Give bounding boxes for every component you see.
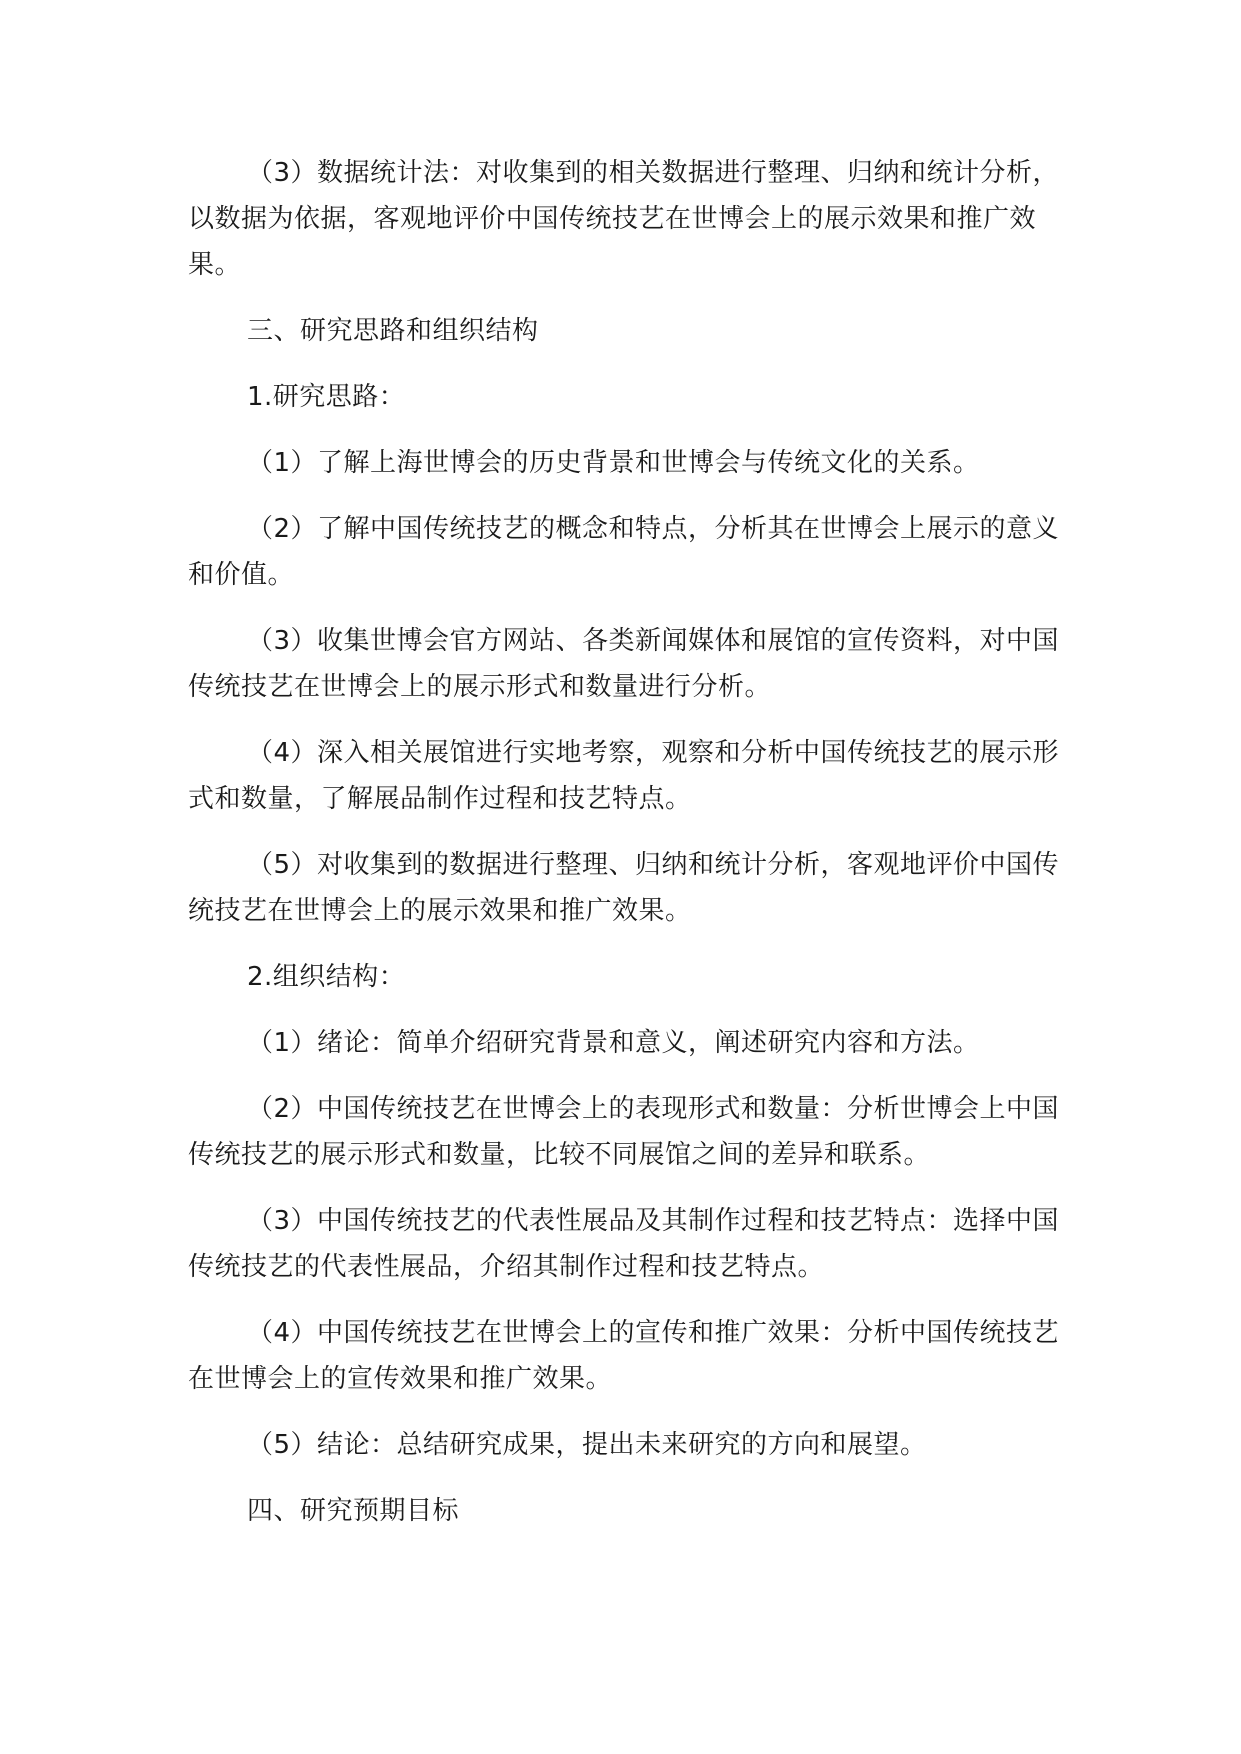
list-item-approach-4: （4）深入相关展馆进行实地考察，观察和分析中国传统技艺的展示形式和数量，了解展品制作过程和技艺特点。 bbox=[188, 738, 1060, 814]
section-heading-research-approach: 三、研究思路和组织结构 bbox=[247, 316, 539, 346]
subheading-research-approach: 1.研究思路： bbox=[247, 382, 406, 412]
list-item-structure-4: （4）中国传统技艺在世博会上的宣传和推广效果：分析中国传统技艺在世博会上的宣传效果和推广效果。 bbox=[188, 1318, 1060, 1394]
subheading-organization-structure: 2.组织结构： bbox=[247, 962, 406, 992]
list-item-structure-1: （1）绪论：简单介绍研究背景和意义，阐述研究内容和方法。 bbox=[247, 1028, 980, 1058]
list-item-structure-5: （5）结论：总结研究成果，提出未来研究的方向和展望。 bbox=[247, 1430, 927, 1460]
paragraph-data-statistics-method: （3）数据统计法：对收集到的相关数据进行整理、归纳和统计分析，以数据为依据，客观地评价中国传统技艺在世博会上的展示效果和推广效果。 bbox=[188, 158, 1060, 280]
list-item-structure-2: （2）中国传统技艺在世博会上的表现形式和数量：分析世博会上中国传统技艺的展示形式和数量，比较不同展馆之间的差异和联系。 bbox=[188, 1094, 1060, 1170]
list-item-approach-2: （2）了解中国传统技艺的概念和特点，分析其在世博会上展示的意义和价值。 bbox=[188, 514, 1060, 590]
section-heading-expected-goals: 四、研究预期目标 bbox=[247, 1496, 460, 1526]
list-item-approach-5: （5）对收集到的数据进行整理、归纳和统计分析，客观地评价中国传统技艺在世博会上的展示效果和推广效果。 bbox=[188, 850, 1060, 926]
list-item-approach-3: （3）收集世博会官方网站、各类新闻媒体和展馆的宣传资料，对中国传统技艺在世博会上的展示形式和数量进行分析。 bbox=[188, 626, 1060, 702]
list-item-approach-1: （1）了解上海世博会的历史背景和世博会与传统文化的关系。 bbox=[247, 448, 980, 478]
document-body bbox=[188, 150, 1078, 1534]
list-item-structure-3: （3）中国传统技艺的代表性展品及其制作过程和技艺特点：选择中国传统技艺的代表性展品，介绍其制作过程和技艺特点。 bbox=[188, 1206, 1060, 1282]
